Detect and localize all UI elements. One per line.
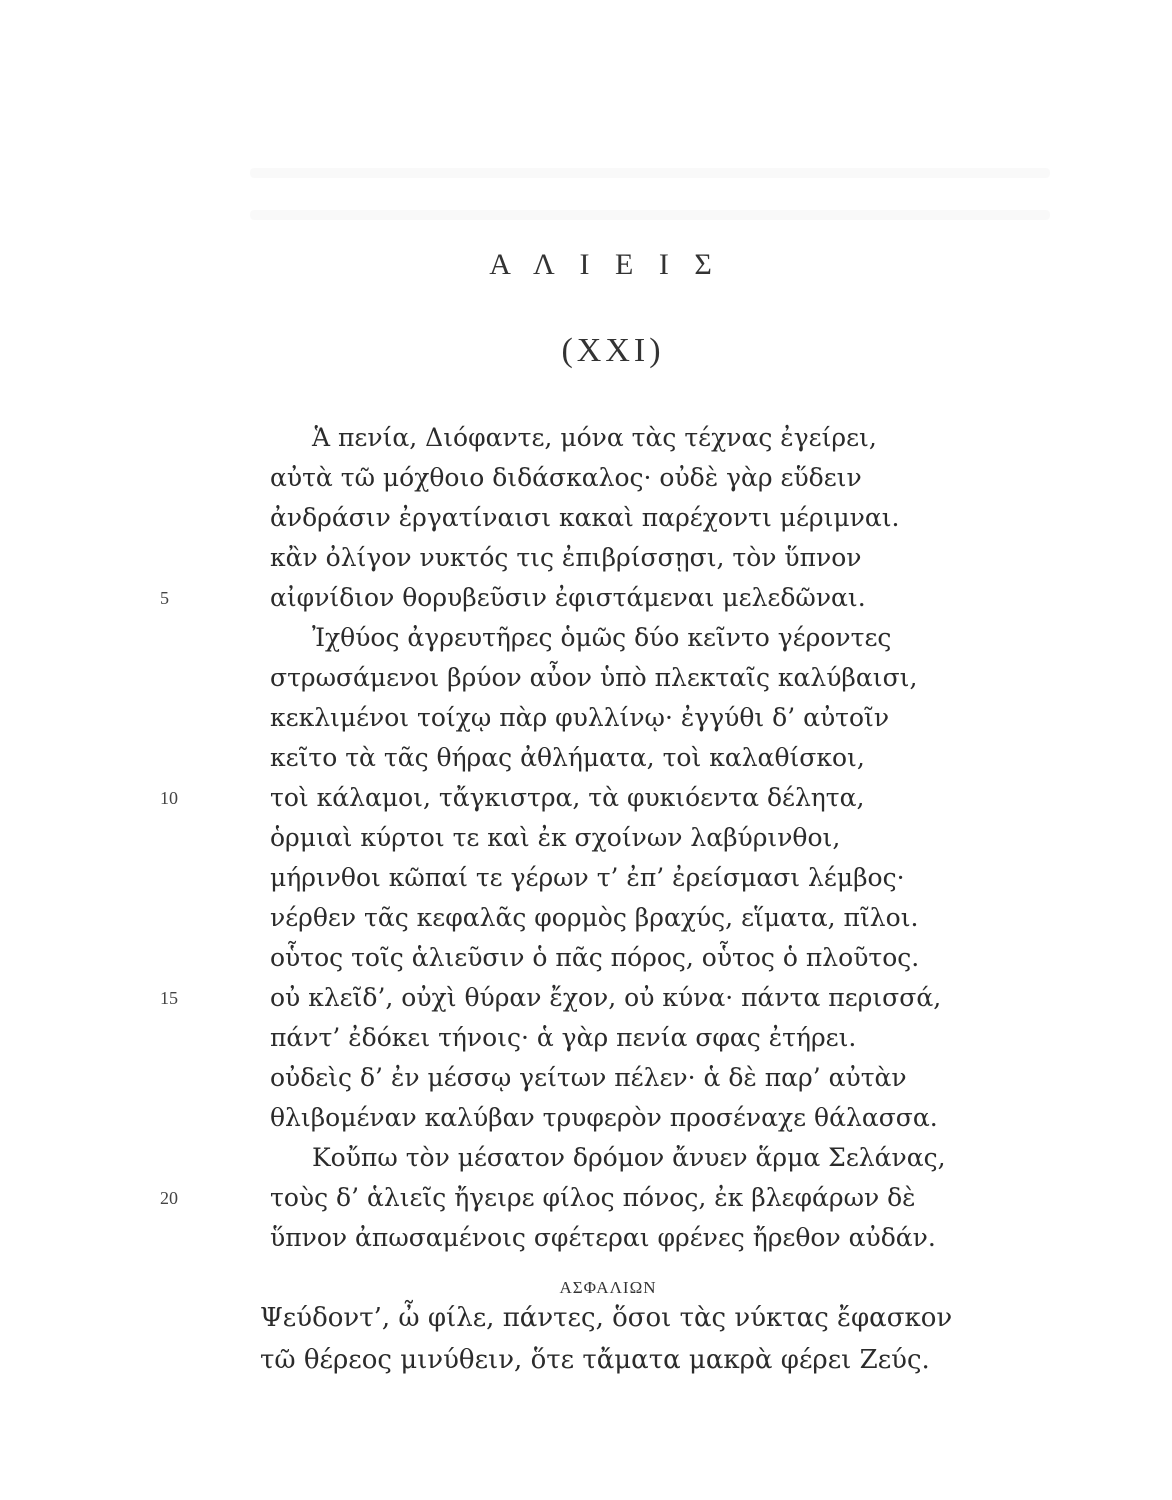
- bleed-through-shading: [250, 210, 1050, 220]
- speech-line: τῶ θέρεος μινύθειν, ὅτε τἄματα μακρὰ φέρει Ζεύς.: [260, 1345, 930, 1375]
- poem-line: αὐτὰ τῶ μόχθοιο διδάσκαλος· οὐδὲ γὰρ εὕδειν: [270, 463, 862, 492]
- poem-line: πάντ’ ἐδόκει τήνοις· ἁ γὰρ πενία σφας ἐτήρει.: [270, 1023, 857, 1052]
- poem-line: Κοὔπω τὸν μέσατον δρόμον ἄνυεν ἅρμα Σελάνας,: [312, 1143, 946, 1172]
- poem-line: κεκλιμένοι τοίχῳ πὰρ φυλλίνῳ· ἐγγύθι δ’ αὐτοῖν: [270, 703, 890, 732]
- poem-line: μήρινθοι κῶπαί τε γέρων τ’ ἐπ’ ἐρείσμασι λέμβος·: [270, 863, 905, 892]
- poem-title: Α Λ Ι Ε Ι Σ: [489, 248, 721, 281]
- poem-line: Ἰχθύος ἀγρευτῆρες ὁμῶς δύο κεῖντο γέροντες: [312, 623, 892, 652]
- poem-line: κἂν ὀλίγον νυκτός τις ἐπιβρίσσῃσι, τὸν ὕπνον: [270, 543, 862, 572]
- poem-line: τοὺς δ’ ἁλιεῖς ἤγειρε φίλος πόνος, ἐκ βλεφάρων δὲ: [270, 1183, 916, 1212]
- poem-line: κεῖτο τὰ τᾶς θήρας ἀθλήματα, τοὶ καλαθίσκοι,: [270, 743, 865, 772]
- speech-line: Ψεύδοντ’, ὦ φίλε, πάντες, ὅσοι τὰς νύκτας ἔφασκον: [260, 1303, 953, 1333]
- speaker-name: ΑΣΦΑΛΙΩΝ: [559, 1278, 657, 1297]
- poem-line: Ἁ πενία, Διόφαντε, μόνα τὰς τέχνας ἐγείρει,: [312, 423, 877, 452]
- poem-line: ὁρμιαὶ κύρτοι τε καὶ ἐκ σχοίνων λαβύρινθοι,: [270, 823, 841, 852]
- poem-line: ὕπνον ἀπωσαμένοις σφέτεραι φρένες ἤρεθον αὐδάν.: [270, 1223, 936, 1252]
- poem-line: αἰφνίδιον θορυβεῦσιν ἐφιστάμεναι μελεδῶναι.: [270, 583, 866, 612]
- line-number: 10: [160, 788, 178, 808]
- line-number: 5: [160, 588, 169, 608]
- poem-line: στρωσάμενοι βρύον αὖον ὑπὸ πλεκταῖς καλύβαισι,: [270, 663, 918, 692]
- poem-line: οὐδεὶς δ’ ἐν μέσσῳ γείτων πέλεν· ἁ δὲ παρ’ αὐτὰν: [270, 1063, 907, 1092]
- poem-line: οὐ κλεῖδ’, οὐχὶ θύραν ἔχον, οὐ κύνα· πάντα περισσά,: [270, 983, 942, 1012]
- poem-line: οὗτος τοῖς ἁλιεῦσιν ὁ πᾶς πόρος, οὗτος ὁ πλοῦτος.: [270, 943, 920, 972]
- bleed-through-shading: [250, 168, 1050, 178]
- line-number: 15: [160, 988, 178, 1008]
- poem-line: ἀνδράσιν ἐργατίναισι κακαὶ παρέχοντι μέριμναι.: [270, 503, 900, 532]
- poem-line: θλιβομέναν καλύβαν τρυφερὸν προσέναχε θάλασσα.: [270, 1103, 938, 1132]
- poem-number: (XXI): [561, 332, 665, 369]
- poem-line: τοὶ κάλαμοι, τἄγκιστρα, τὰ φυκιόεντα δέλητα,: [270, 783, 865, 812]
- poem-line: νέρθεν τᾶς κεφαλᾶς φορμὸς βραχύς, εἵματα, πῖλοι.: [270, 903, 919, 932]
- line-number: 20: [160, 1188, 178, 1208]
